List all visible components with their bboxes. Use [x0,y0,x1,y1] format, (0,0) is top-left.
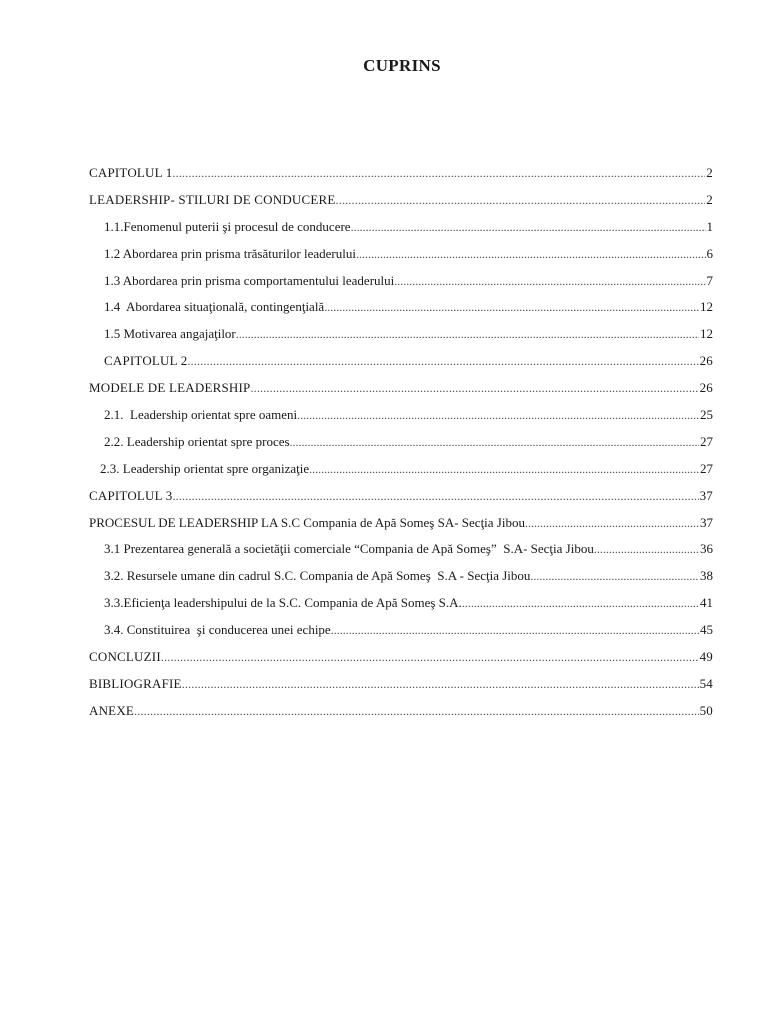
toc-entry-page-number: 7 [706,272,713,288]
toc-entry-1-5[interactable] [89,321,713,348]
toc-entry-page-number: 26 [699,380,713,396]
toc-entry-1-2[interactable] [89,241,713,268]
toc-entry-label: ANEXE [89,702,135,718]
toc-entry-2-2[interactable] [89,429,713,456]
dot-leader [161,644,699,671]
toc-entry-label: 3.4. Constituirea şi conducerea unei echipe [104,622,331,638]
dot-leader [394,268,705,295]
toc-entry-label: 2.1. Leadership orientat spre oameni [104,407,298,423]
toc-entry-3-4[interactable] [89,617,713,644]
toc-entry-label: LEADERSHIP- STILURI DE CONDUCERE [89,191,336,207]
toc-entry-page-number: 26 [699,353,713,369]
toc-entry-label: 3.3.Eficienţa leadershipului de la S.C. Compania de Apă Someş S.A. [104,595,462,611]
dot-leader [351,214,706,241]
dot-leader [236,321,699,348]
toc-entry-1-3[interactable] [89,268,713,295]
toc-entry-page-number: 25 [700,407,713,423]
toc-entry-page-number: 12 [700,299,713,315]
toc-entry-page-number: 1 [706,218,713,234]
toc-entry-page-number: 37 [699,487,713,503]
dot-leader [594,536,699,563]
dot-leader [336,187,706,214]
toc-entry-label: 1.5 Motivarea angajaţilor [104,326,236,342]
dot-leader [187,348,698,375]
toc-entry-page-number: 54 [699,675,713,691]
dot-leader [172,483,698,510]
dot-leader [331,617,699,644]
toc-entry-label: CAPITOLUL 3 [89,487,173,503]
toc-entry-page-number: 41 [700,595,713,611]
toc-entry-page-number: 27 [700,433,713,449]
toc-entry-procesul-de-leadership[interactable] [89,510,713,537]
toc-entry-1-4[interactable] [89,294,713,321]
toc-entry-3-2[interactable] [89,563,713,590]
toc-entry-page-number: 49 [699,649,713,665]
toc-entry-2-1[interactable] [89,402,713,429]
toc-entry-page-number: 38 [700,568,713,584]
toc-entry-page-number: 2 [706,165,713,180]
toc-entry-page-number: 50 [699,702,713,718]
dot-leader [530,563,699,590]
toc-entry-page-number: 12 [700,326,713,342]
toc-entry-1-1[interactable] [89,214,713,241]
page-title: CUPRINS [363,56,441,75]
toc-entry-label: 1.2 Abordarea prin prisma trăsăturilor leaderului [104,245,356,261]
dot-leader [462,590,699,617]
dot-leader [525,510,699,537]
toc-entry-concluzii[interactable] [89,644,713,671]
toc-entry-capitolul-2[interactable] [89,348,713,375]
toc-entry-3-3[interactable] [89,590,713,617]
toc-entry-page-number: 6 [706,245,713,261]
toc-entry-label: PROCESUL DE LEADERSHIP LA S.C Compania de Apă Someş SA- Secţia Jibou [89,514,525,530]
toc-entry-bibliografie[interactable] [89,671,713,698]
toc-entry-label: 1.1.Fenomenul puterii şi procesul de conducere [104,218,351,234]
toc-entry-page-number: 27 [700,460,713,476]
dot-leader [309,456,699,483]
toc-entry-label: 3.2. Resursele umane din cadrul S.C. Compania de Apă Someş S.A - Secţia Jibou [104,568,531,584]
dot-leader [356,241,706,268]
toc-entry-label: 1.4 Abordarea situaţională, contingenţială [104,299,325,315]
toc-entry-label: 3.1 Prezentarea generală a societăţii comerciale “Compania de Apă Someş” S.A- Secţia Jibou [104,541,594,557]
toc-entry-label: MODELE DE LEADERSHIP [89,380,251,396]
toc-entry-3-1[interactable] [89,536,713,563]
toc-entry-capitolul-3[interactable] [89,483,713,510]
dot-leader [324,294,699,321]
toc-entry-label: BIBLIOGRAFIE [89,675,182,691]
toc-entry-modele-de-leadership[interactable] [89,375,713,402]
dot-leader [182,671,699,698]
table-of-contents [89,160,713,725]
toc-entry-anexe[interactable] [89,698,713,725]
toc-entry-leadership-stiluri[interactable] [89,187,713,214]
toc-entry-label: CAPITOLUL 1 [89,165,173,180]
dot-leader [172,160,705,187]
toc-entry-label: 2.2. Leadership orientat spre proces [104,433,290,449]
toc-entry-page-number: 36 [700,541,713,557]
toc-entry-2-3[interactable] [89,456,713,483]
dot-leader [297,402,699,429]
toc-entry-page-number: 2 [706,191,713,207]
toc-entry-label: 2.3. Leadership orientat spre organizaţie [100,460,310,476]
dot-leader [290,429,699,456]
toc-entry-label: CONCLUZII [89,649,161,665]
toc-entry-label: CAPITOLUL 2 [104,353,188,369]
toc-entry-page-number: 37 [700,514,713,530]
toc-entry-capitolul-1[interactable] [89,160,713,187]
dot-leader [134,698,699,725]
toc-entry-label: 1.3 Abordarea prin prisma comportamentului leaderului [104,272,395,288]
toc-entry-page-number: 45 [700,622,713,638]
dot-leader [250,375,698,402]
